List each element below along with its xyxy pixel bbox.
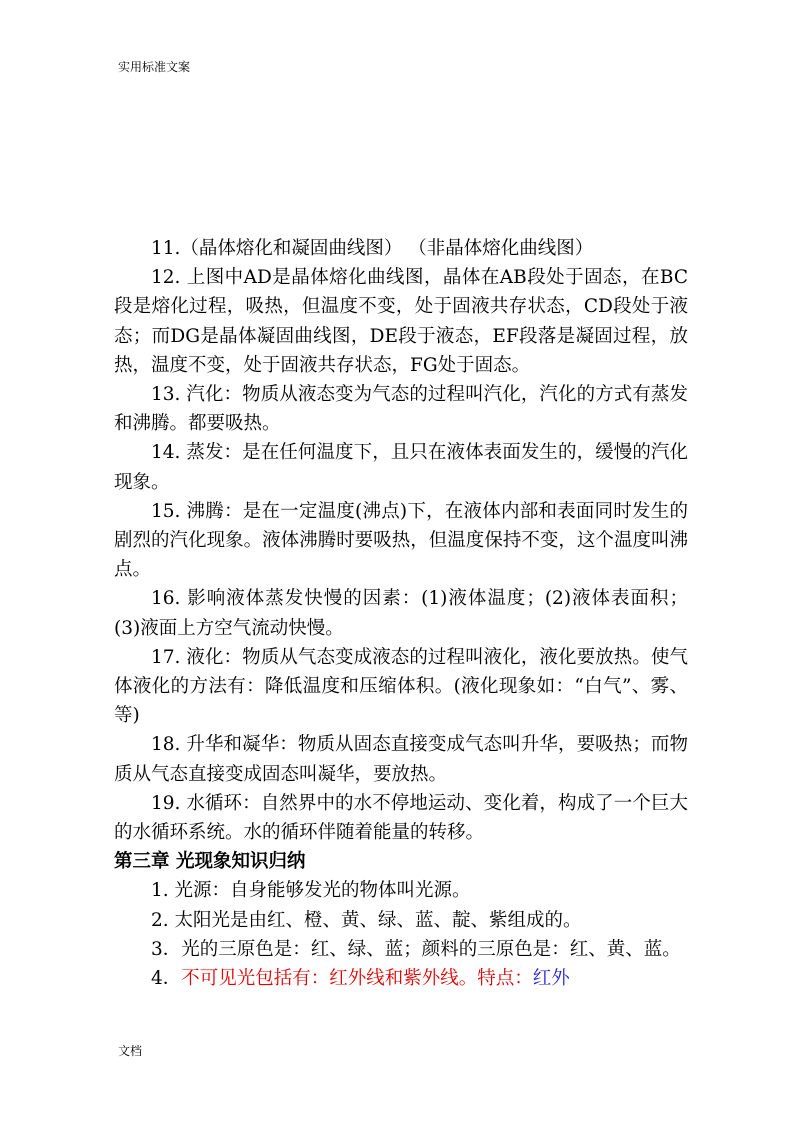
- chapter-item-2: 2. 太阳光是由红、橙、黄、绿、蓝、靛、紫组成的。: [151, 909, 582, 931]
- chapter-item-4-number: 4．: [151, 968, 182, 990]
- paragraph-15: 15. 沸腾：是在一定温度(沸点)下，在液体内部和表面同时发生的剧烈的汽化现象。液体沸腾时要吸热，但温度保持不变，这个温度叫沸点。: [114, 500, 688, 581]
- highlight-blue-text: 红外: [532, 968, 570, 990]
- paragraph-14: 14. 蒸发：是在任何温度下，且只在液体表面发生的，缓慢的汽化现象。: [114, 442, 688, 493]
- document-body: [114, 234, 688, 993]
- chapter-title: 第三章 光现象知识归纳: [114, 851, 306, 873]
- paragraph-13: 13. 汽化：物质从液态变为气态的过程叫汽化，汽化的方式有蒸发和沸腾。都要吸热。: [114, 384, 688, 435]
- paragraph-12: 12. 上图中AD是晶体熔化曲线图，晶体在AB段处于固态，在BC段是熔化过程，吸热，但温度不变，处于固液共存状态，CD段处于液态；而DG是晶体凝固曲线图，DE段于液态，EF段落是凝固过程，放热，温度不变，处于固液共存状态，FG处于固态。: [114, 267, 688, 376]
- page-footer: 文档: [118, 1044, 143, 1058]
- chapter-item-3: 3．光的三原色是：红、绿、蓝；颜料的三原色是：红、黄、蓝。: [151, 938, 681, 960]
- paragraph-16: 16. 影响液体蒸发快慢的因素：(1)液体温度；(2)液体表面积；(3)液面上方空气流动快慢。: [114, 588, 688, 639]
- chapter-item-4: [114, 964, 688, 993]
- paragraph-19: 19. 水循环：自然界中的水不停地运动、变化着，构成了一个巨大的水循环系统。水的循环伴随着能量的转移。: [114, 792, 688, 844]
- paragraph-11: 11.（晶体熔化和凝固曲线图） （非晶体熔化曲线图）: [151, 238, 594, 259]
- highlight-red-text: 不可见光包括有：红外线和紫外线。特点：: [181, 968, 533, 990]
- page-header: 实用标准文案: [118, 60, 191, 74]
- paragraph-18: 18. 升华和凝华：物质从固态直接变成气态叫升华，要吸热；而物质从气态直接变成固态叫凝华，要放热。: [114, 734, 688, 785]
- paragraph-17: 17. 液化：物质从气态变成液态的过程叫液化，液化要放热。使气体液化的方法有：降低温度和压缩体积。(液化现象如：“白气”、雾、等): [114, 646, 688, 727]
- chapter-item-1: 1. 光源：自身能够发光的物体叫光源。: [151, 880, 471, 902]
